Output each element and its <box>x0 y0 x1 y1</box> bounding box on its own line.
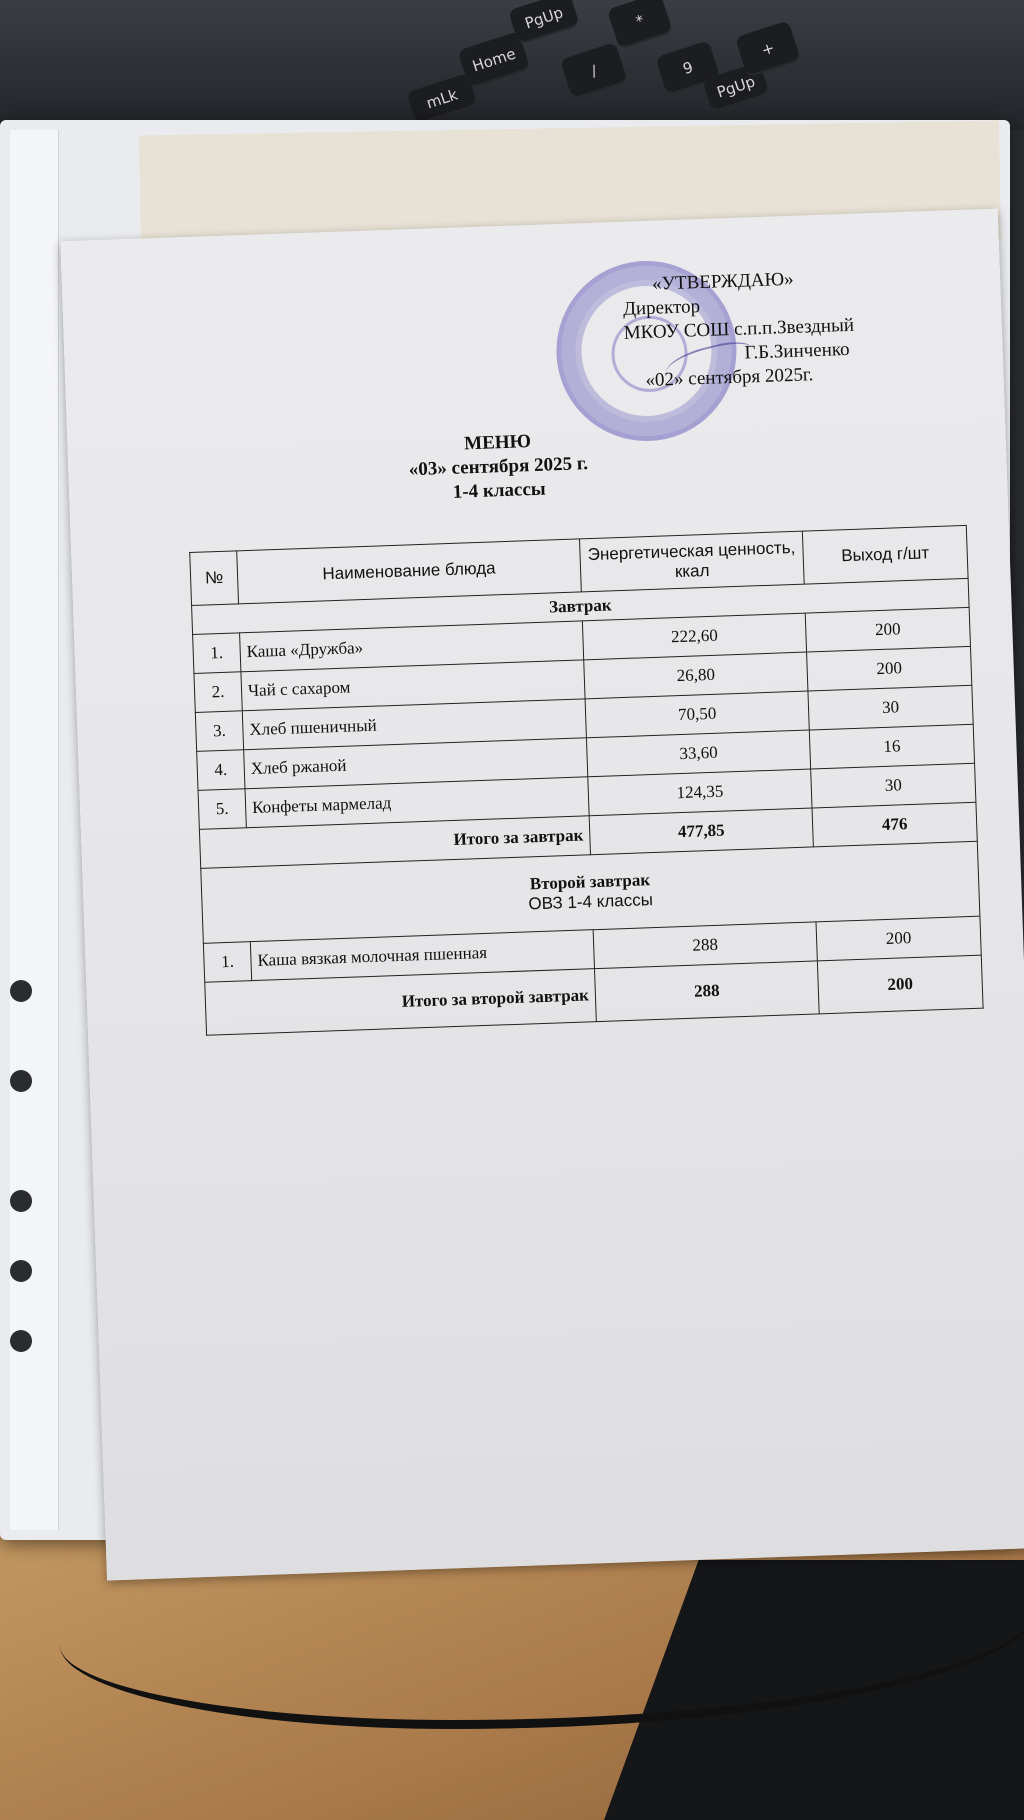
section-subtitle: ОВЗ 1-4 классы <box>528 890 654 914</box>
header-energy: Энергетическая ценность, ккал <box>579 531 804 592</box>
row-energy: 70,50 <box>585 691 809 738</box>
binder-hole <box>10 1330 32 1352</box>
row-number: 1. <box>203 942 251 983</box>
row-number: 2. <box>194 672 242 713</box>
total-energy: 288 <box>594 961 819 1022</box>
row-output: 30 <box>811 763 976 808</box>
approval-signatory: Г.Б.Зинченко <box>744 338 850 364</box>
document-title: МЕНЮ <box>463 431 532 455</box>
header-number: № <box>190 551 239 606</box>
menu-table <box>189 525 983 1036</box>
row-energy: 124,35 <box>588 769 812 816</box>
total-output: 476 <box>812 802 977 847</box>
binder-hole <box>10 1190 32 1212</box>
approval-block <box>622 261 986 393</box>
row-output: 16 <box>809 724 974 769</box>
total-label: Итого за завтрак <box>199 816 590 869</box>
approval-position: Директор <box>622 296 701 320</box>
menu-sheet <box>60 209 1024 1581</box>
approval-organization: МКОУ СОШ с.п.п.Звездный <box>623 314 855 344</box>
keyboard-key: * <box>607 0 673 50</box>
total-energy: 477,85 <box>589 808 813 855</box>
document-date: «03» сентября 2025 г. <box>408 453 589 481</box>
section-breakfast: Завтрак <box>192 578 970 634</box>
total-output: 200 <box>817 955 983 1014</box>
binder-hole <box>10 1260 32 1282</box>
binder-edge <box>10 130 59 1530</box>
row-output: 200 <box>805 607 970 652</box>
row-output: 200 <box>807 646 972 691</box>
row-number: 3. <box>195 711 243 752</box>
row-output: 30 <box>808 685 973 730</box>
row-number: 5. <box>198 789 246 830</box>
row-energy: 222,60 <box>582 613 806 660</box>
row-dish: Хлеб ржаной <box>244 738 588 789</box>
row-energy: 33,60 <box>586 730 810 777</box>
row-energy: 26,80 <box>584 652 808 699</box>
binder-hole <box>10 1070 32 1092</box>
row-dish: Каша «Дружба» <box>240 621 584 672</box>
keyboard-key: PgUp <box>702 62 770 113</box>
row-dish: Чай с сахаром <box>241 660 585 711</box>
section-title: Второй завтрак <box>529 870 651 894</box>
header-dish: Наименование блюда <box>237 539 582 604</box>
keyboard-key: PgUp <box>508 0 580 45</box>
header-output: Выход г/шт <box>802 525 968 584</box>
keyboard-key: Home <box>457 31 530 89</box>
keyboard <box>0 0 1024 130</box>
row-dish: Каша вязкая молочная пшенная <box>250 930 594 981</box>
total-label: Итого за второй завтрак <box>205 969 597 1036</box>
row-dish: Хлеб пшеничный <box>242 699 586 750</box>
row-number: 1. <box>193 633 241 674</box>
document-classes: 1-4 классы <box>452 478 547 503</box>
keyboard-key: 9 <box>655 40 721 95</box>
row-output: 200 <box>816 916 981 961</box>
row-dish: Конфеты мармелад <box>245 777 589 828</box>
document-title-block <box>297 424 699 510</box>
keyboard-key: mLk <box>406 73 477 125</box>
row-energy: 288 <box>593 922 817 969</box>
keyboard-key: / <box>560 42 628 100</box>
approval-header: «УТВЕРЖДАЮ» <box>651 268 794 295</box>
binder-hole <box>10 980 32 1002</box>
row-number: 4. <box>197 750 245 791</box>
keyboard-key: + <box>735 20 801 77</box>
approval-date: «02» сентября 2025г. <box>645 364 814 392</box>
